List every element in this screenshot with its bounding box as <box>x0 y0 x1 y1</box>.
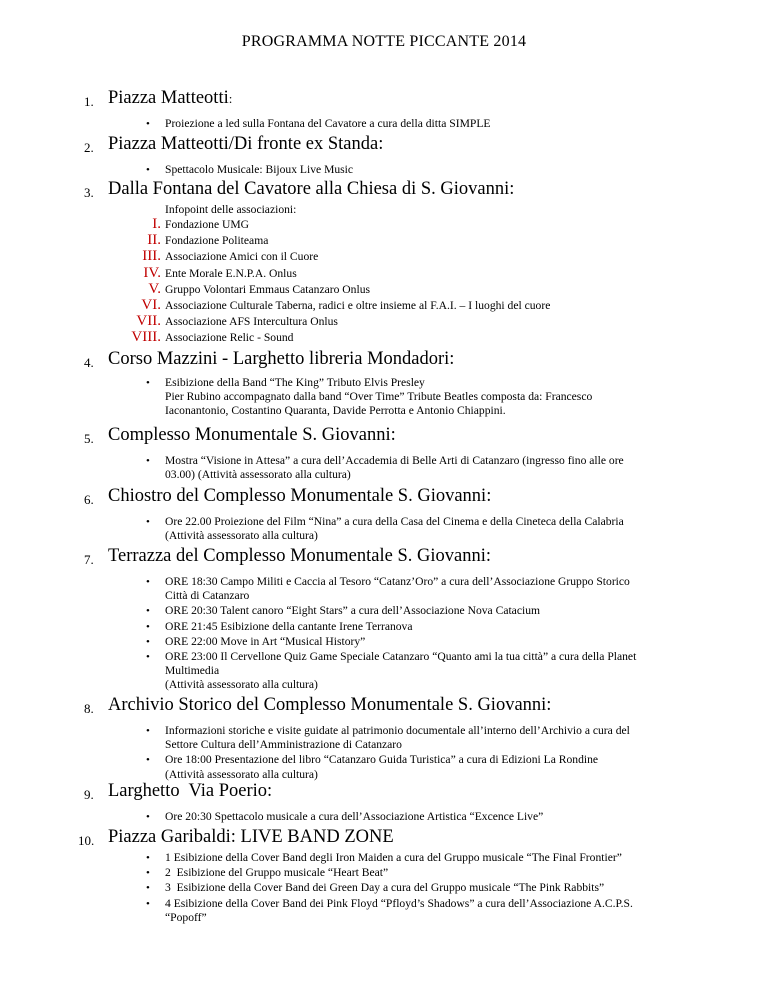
list-item: • Ore 22.00 Proiezione del Film “Nina” a cura della Casa del Cinema e della Cineteca della Calabria (Attività assessorato alla cultura) <box>146 515 624 543</box>
section-8 <box>0 695 768 783</box>
infopoint-label: Infopoint delle associazioni: <box>165 203 297 216</box>
section-heading: Piazza Matteotti/Di fronte ex Standa: <box>108 134 384 154</box>
section-9 <box>0 781 768 825</box>
roman-numeral: VIII. <box>131 329 161 346</box>
section-6 <box>0 486 768 544</box>
list-item: • Esibizione della Band “The King” Tributo Elvis Presley Pier Rubino accompagnato dalla band “Over Time” Tribute Beatles composta da: Francesco Iaconantonio, Costantino Quaranta, Davide Perrotta e Antonio Chiappini. <box>146 376 593 418</box>
list-item: • Ore 18:00 Presentazione del libro “Catanzaro Guida Turistica” a cura di Edizioni La Rondine (Attività assessorato alla cultura) <box>146 753 599 781</box>
section-number: 7. <box>84 552 94 567</box>
roman-numeral: III. <box>142 248 161 265</box>
bullet-icon: • <box>146 455 150 467</box>
section-heading: Archivio Storico del Complesso Monumentale S. Giovanni: <box>108 695 552 715</box>
bullet-icon: • <box>146 118 150 130</box>
section-5 <box>0 425 768 483</box>
section-3 <box>0 179 768 347</box>
list-item: • Ore 20:30 Spettacolo musicale a cura dell’Associazione Artistica “Excence Live” <box>146 810 544 823</box>
section-heading: Terrazza del Complesso Monumentale S. Giovanni: <box>108 546 491 566</box>
list-item: • ORE 23:00 Il Cervellone Quiz Game Speciale Catanzaro “Quanto ami la tua città” a cura della Planet Multimedia (Attività assessorato alla cultura) <box>146 650 637 692</box>
bullet-icon: • <box>146 605 150 618</box>
section-number: 8. <box>84 701 94 716</box>
association-item: I. Fondazione UMG <box>152 216 250 232</box>
bullet-icon: • <box>146 164 150 176</box>
bullet-icon: • <box>146 882 150 895</box>
section-1 <box>0 88 768 132</box>
roman-numeral: I. <box>152 216 161 232</box>
list-item: • ORE 21:45 Esibizione della cantante Irene Terranova <box>146 619 413 633</box>
bullet-icon: • <box>146 811 150 823</box>
list-item: • 2 Esibizione del Gruppo musicale “Heart Beat” <box>146 866 389 880</box>
list-item: • Spettacolo Musicale: Bijoux Live Music <box>146 163 354 176</box>
bullet-icon: • <box>146 620 150 633</box>
section-number: 3. <box>84 185 94 200</box>
list-item: • ORE 22:00 Move in Art “Musical History” <box>146 634 366 648</box>
section-heading: Corso Mazzini - Larghetto libreria Mondadori: <box>108 349 455 369</box>
section-number: 5. <box>84 431 94 446</box>
association-item: IV. Ente Morale E.N.P.A. Onlus <box>143 264 297 281</box>
roman-numeral: IV. <box>143 264 161 281</box>
association-item: II. Fondazione Politeama <box>147 232 269 249</box>
section-heading: Piazza Garibaldi: LIVE BAND ZONE <box>108 827 394 847</box>
bullet-icon: • <box>146 867 150 880</box>
section-number: 2. <box>84 140 94 155</box>
bullet-icon: • <box>146 852 150 864</box>
association-item: VII. Associazione AFS Intercultura Onlus <box>136 313 338 330</box>
roman-numeral: II. <box>147 232 161 249</box>
section-heading: Larghetto Via Poerio: <box>108 781 273 801</box>
bullet-icon: • <box>146 651 150 664</box>
bullet-icon: • <box>146 725 150 737</box>
list-item: • ORE 18:30 Campo Militi e Caccia al Tesoro “Catanz’Oro” a cura dell’Associazione Gruppo Storico Città di Catanzaro <box>146 575 630 603</box>
section-number: 10. <box>78 833 95 848</box>
section-heading: Chiostro del Complesso Monumentale S. Giovanni: <box>108 486 492 506</box>
section-2 <box>0 134 768 178</box>
list-item: • 1 Esibizione della Cover Band degli Iron Maiden a cura del Gruppo musicale “The Final Frontier” <box>146 851 622 864</box>
section-number: 9. <box>84 787 94 802</box>
bullet-icon: • <box>146 377 150 389</box>
list-item: • Mostra “Visione in Attesa” a cura dell’Accademia di Belle Arti di Catanzaro (ingresso fino alle ore 03.00) (Attività assessorato alla cultura) <box>146 454 624 482</box>
association-item: V. Gruppo Volontari Emmaus Catanzaro Onlus <box>148 280 371 297</box>
association-item: VI. Associazione Culturale Taberna, radici e oltre insieme al F.A.I. – I luoghi del cuore <box>141 297 551 314</box>
list-item: • 3 Esibizione della Cover Band dei Green Day a cura del Gruppo musicale “The Pink Rabbits” <box>146 881 605 895</box>
list-item: • Informazioni storiche e visite guidate al patrimonio documentale all’interno dell’Archivio a cura del Settore Cultura dell’Amministrazione di Catanzaro <box>146 724 630 752</box>
bullet-icon: • <box>146 754 150 767</box>
section-10 <box>0 827 768 926</box>
bullet-icon: • <box>146 576 150 588</box>
association-item: III. Associazione Amici con il Cuore <box>142 248 319 265</box>
bullet-icon: • <box>146 897 150 910</box>
section-4 <box>0 349 768 420</box>
roman-numeral: V. <box>148 280 161 297</box>
list-item: • ORE 20:30 Talent canoro “Eight Stars” a cura dell’Associazione Nova Catacium <box>146 604 541 618</box>
bullet-icon: • <box>146 516 150 528</box>
association-item: VIII. Associazione Relic - Sound <box>131 329 294 346</box>
roman-numeral: VI. <box>141 297 161 314</box>
list-item: • Proiezione a led sulla Fontana del Cavatore a cura della ditta SIMPLE <box>146 117 491 130</box>
section-heading: Piazza Matteotti: <box>108 88 233 108</box>
section-number: 1. <box>84 94 94 109</box>
roman-numeral: VII. <box>136 313 161 330</box>
section-heading: Dalla Fontana del Cavatore alla Chiesa di S. Giovanni: <box>108 179 515 199</box>
section-number: 4. <box>84 355 94 370</box>
section-heading: Complesso Monumentale S. Giovanni: <box>108 425 396 445</box>
section-7 <box>0 546 768 694</box>
section-number: 6. <box>84 492 94 507</box>
page-title: PROGRAMMA NOTTE PICCANTE 2014 <box>241 33 527 50</box>
list-item: • 4 Esibizione della Cover Band dei Pink Floyd “Pfloyd’s Shadows” a cura dell’Associazione A.C.P.S. “Popoff” <box>146 896 633 924</box>
bullet-icon: • <box>146 635 150 648</box>
